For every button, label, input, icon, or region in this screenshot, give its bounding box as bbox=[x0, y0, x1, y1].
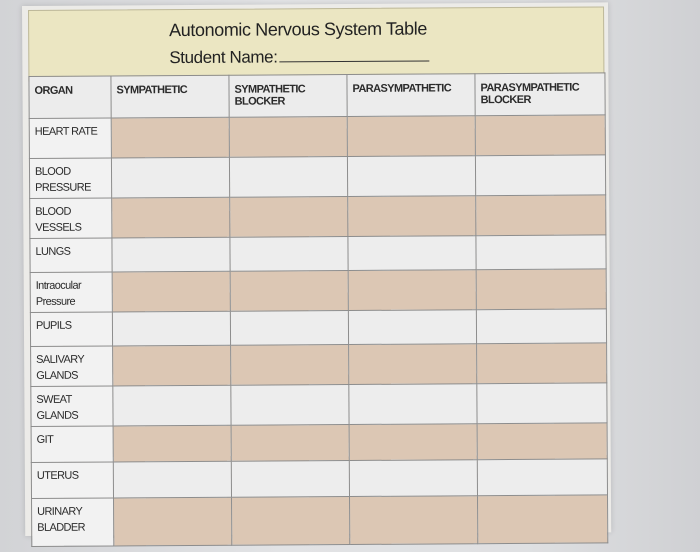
answer-cell[interactable] bbox=[113, 345, 231, 386]
organ-cell: BLOOD VESSELS bbox=[30, 198, 112, 239]
table-row bbox=[29, 115, 605, 159]
answer-cell[interactable] bbox=[348, 196, 476, 237]
answer-cell[interactable] bbox=[475, 115, 605, 156]
header-sympathetic: SYMPATHETIC bbox=[111, 75, 229, 118]
answer-cell[interactable] bbox=[475, 155, 605, 196]
table-row bbox=[30, 195, 606, 239]
answer-cell[interactable] bbox=[112, 311, 230, 346]
answer-cell[interactable] bbox=[348, 236, 476, 271]
table-row bbox=[31, 459, 607, 499]
answer-cell[interactable] bbox=[112, 197, 230, 238]
answer-cell[interactable] bbox=[114, 497, 232, 546]
table-row bbox=[30, 235, 606, 273]
answer-cell[interactable] bbox=[347, 156, 475, 197]
title-banner bbox=[28, 6, 604, 82]
header-parasympathetic: PARASYMPATHETIC bbox=[347, 74, 475, 117]
answer-cell[interactable] bbox=[476, 269, 606, 310]
answer-cell[interactable] bbox=[113, 461, 231, 498]
answer-cell[interactable] bbox=[113, 385, 231, 426]
answer-cell[interactable] bbox=[111, 117, 229, 158]
table-row bbox=[30, 269, 606, 313]
answer-cell[interactable] bbox=[477, 423, 607, 460]
organ-cell: Intraocular Pressure bbox=[30, 272, 112, 313]
student-name-label: Student Name: bbox=[169, 47, 278, 68]
answer-cell[interactable] bbox=[476, 309, 606, 344]
table-row bbox=[31, 423, 607, 463]
organ-cell: GIT bbox=[31, 426, 113, 463]
answer-cell[interactable] bbox=[347, 116, 475, 157]
answer-cell[interactable] bbox=[229, 117, 347, 158]
answer-cell[interactable] bbox=[229, 157, 347, 198]
header-row bbox=[29, 73, 605, 119]
answer-cell[interactable] bbox=[477, 343, 607, 384]
organ-cell: URINARY BLADDER bbox=[32, 498, 114, 547]
table-row bbox=[29, 155, 605, 199]
answer-cell[interactable] bbox=[350, 496, 478, 545]
worksheet bbox=[22, 2, 611, 536]
organ-cell: SALIVARY GLANDS bbox=[31, 346, 113, 387]
ans-table bbox=[28, 72, 608, 547]
answer-cell[interactable] bbox=[231, 425, 349, 462]
student-name-blank bbox=[279, 47, 429, 63]
answer-cell[interactable] bbox=[477, 459, 607, 496]
table-row bbox=[31, 343, 607, 387]
answer-cell[interactable] bbox=[349, 344, 477, 385]
organ-cell: PUPILS bbox=[30, 312, 112, 347]
answer-cell[interactable] bbox=[476, 195, 606, 236]
answer-cell[interactable] bbox=[230, 311, 348, 346]
answer-cell[interactable] bbox=[112, 237, 230, 272]
answer-cell[interactable] bbox=[477, 383, 607, 424]
answer-cell[interactable] bbox=[232, 497, 350, 546]
answer-cell[interactable] bbox=[348, 310, 476, 345]
answer-cell[interactable] bbox=[349, 384, 477, 425]
answer-cell[interactable] bbox=[349, 424, 477, 461]
header-parasympathetic-blocker: PARASYMPATHETIC BLOCKER bbox=[475, 73, 605, 116]
answer-cell[interactable] bbox=[231, 385, 349, 426]
answer-cell[interactable] bbox=[349, 460, 477, 497]
answer-cell[interactable] bbox=[348, 270, 476, 311]
answer-cell[interactable] bbox=[478, 495, 608, 544]
answer-cell[interactable] bbox=[230, 237, 348, 272]
answer-cell[interactable] bbox=[111, 157, 229, 198]
answer-cell[interactable] bbox=[112, 271, 230, 312]
worksheet-title: Autonomic Nervous System Table bbox=[169, 18, 428, 41]
answer-cell[interactable] bbox=[231, 461, 349, 498]
table-row bbox=[30, 309, 606, 347]
organ-cell: SWEAT GLANDS bbox=[31, 386, 113, 427]
answer-cell[interactable] bbox=[476, 235, 606, 270]
organ-cell: HEART RATE bbox=[29, 118, 111, 159]
organ-cell: BLOOD PRESSURE bbox=[29, 158, 111, 199]
student-name-field bbox=[169, 47, 429, 69]
answer-cell[interactable] bbox=[230, 197, 348, 238]
header-sympathetic-blocker: SYMPATHETIC BLOCKER bbox=[229, 75, 347, 118]
organ-cell: UTERUS bbox=[31, 462, 113, 499]
answer-cell[interactable] bbox=[230, 271, 348, 312]
table-row bbox=[31, 383, 607, 427]
header-organ: ORGAN bbox=[29, 76, 111, 119]
table-body bbox=[29, 115, 608, 547]
organ-cell: LUNGS bbox=[30, 238, 112, 273]
answer-cell[interactable] bbox=[113, 425, 231, 462]
table-row bbox=[32, 495, 608, 547]
answer-cell[interactable] bbox=[231, 345, 349, 386]
